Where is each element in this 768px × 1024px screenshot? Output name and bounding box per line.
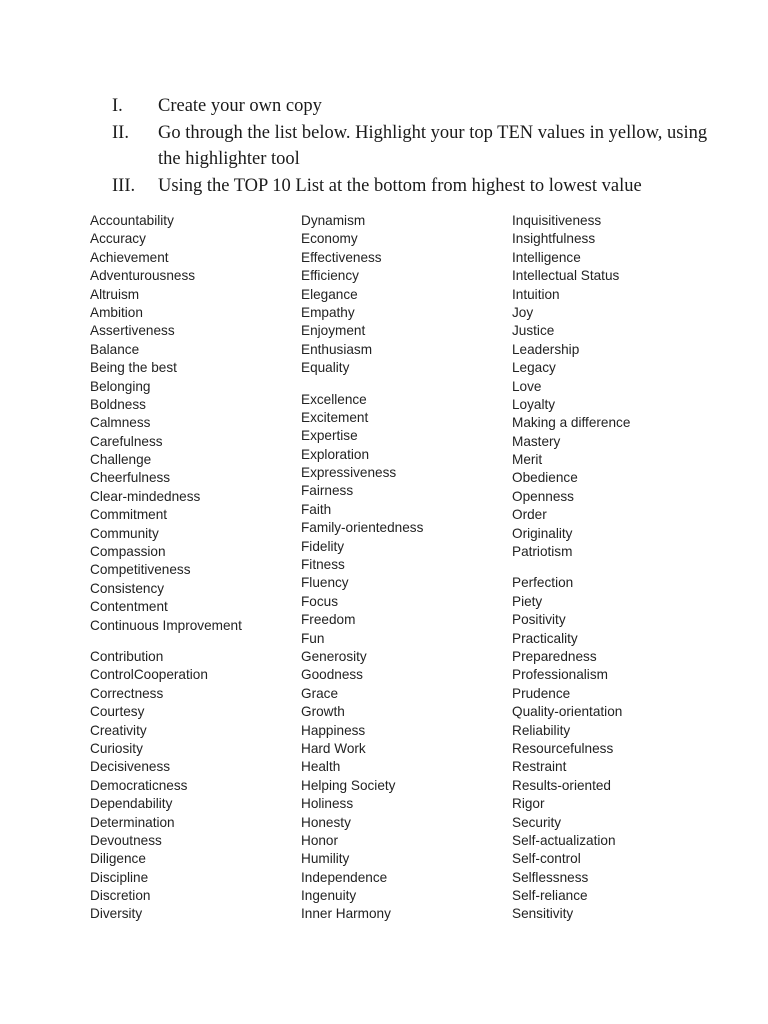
value-item[interactable]: Openness — [512, 488, 574, 504]
value-item[interactable]: Merit — [512, 452, 543, 468]
value-item[interactable]: Compassion — [90, 544, 166, 560]
value-item[interactable]: Discipline — [90, 869, 149, 885]
value-item[interactable]: Fitness — [301, 557, 345, 573]
value-item[interactable]: Consistency — [90, 580, 165, 596]
value-item[interactable]: Ambition — [90, 304, 143, 320]
instruction-item — [112, 173, 732, 200]
value-item[interactable]: Balance — [90, 341, 140, 357]
value-item[interactable]: Security — [512, 814, 562, 830]
value-item[interactable]: Order — [512, 507, 547, 523]
value-item[interactable]: Intelligence — [512, 249, 581, 265]
value-item[interactable]: Fairness — [301, 483, 354, 499]
value-item[interactable]: Enjoyment — [301, 323, 366, 339]
instruction-text: Go through the list below. Highlight your top TEN values in yellow, using the highlighter tool — [158, 122, 708, 169]
value-item[interactable]: Perfection — [512, 575, 574, 591]
value-item[interactable]: Joy — [512, 304, 534, 320]
value-item[interactable]: Positivity — [512, 612, 566, 628]
value-item[interactable]: Elegance — [301, 286, 358, 302]
value-item[interactable]: Altruism — [90, 286, 140, 302]
instruction-text: Using the TOP 10 List at the bottom from highest to lowest value — [158, 175, 642, 196]
value-item[interactable]: Self-reliance — [512, 888, 588, 904]
value-item[interactable]: Accuracy — [90, 231, 146, 247]
value-item[interactable]: Love — [512, 378, 542, 394]
value-item[interactable]: Mastery — [512, 433, 561, 449]
value-item[interactable]: Generosity — [301, 648, 367, 664]
value-item[interactable]: Excellence — [301, 391, 367, 407]
value-item[interactable]: Calmness — [90, 415, 151, 431]
value-group — [301, 391, 506, 924]
value-item[interactable]: Freedom — [301, 612, 356, 628]
value-item[interactable]: Family-orientedness — [301, 520, 424, 536]
value-item[interactable]: Empathy — [301, 304, 355, 320]
instruction-item — [112, 120, 732, 173]
instruction-list — [112, 93, 732, 199]
value-group — [301, 212, 506, 378]
value-item[interactable]: Continuous Improvement — [90, 617, 242, 633]
value-item[interactable]: Faith — [301, 501, 332, 517]
value-item[interactable]: Efficiency — [301, 268, 359, 284]
instruction-number: II. — [112, 122, 129, 143]
value-item[interactable]: Reliability — [512, 722, 571, 738]
value-item[interactable]: Leadership — [512, 341, 580, 357]
value-item[interactable]: Being the best — [90, 360, 177, 376]
value-item[interactable]: Economy — [301, 231, 358, 247]
value-item[interactable]: Obedience — [512, 470, 578, 486]
value-item[interactable]: Correctness — [90, 685, 164, 701]
value-item[interactable]: Excitement — [301, 409, 369, 425]
value-item[interactable]: Challenge — [90, 452, 152, 468]
values-column-3 — [512, 212, 717, 924]
value-item[interactable]: Dependability — [90, 796, 173, 812]
value-item[interactable]: Loyalty — [512, 396, 556, 412]
value-item[interactable]: Fluency — [301, 575, 349, 591]
value-item[interactable]: Honesty — [301, 814, 351, 830]
value-item[interactable]: Belonging — [90, 378, 151, 394]
value-item[interactable]: Boldness — [90, 396, 146, 412]
value-item[interactable]: Hard Work — [301, 740, 366, 756]
value-item[interactable]: Expressiveness — [301, 465, 397, 481]
value-item[interactable]: Restraint — [512, 759, 567, 775]
value-item[interactable]: Prudence — [512, 685, 571, 701]
value-item[interactable]: Adventurousness — [90, 268, 196, 284]
value-item[interactable]: Effectiveness — [301, 249, 382, 265]
value-item[interactable]: Independence — [301, 869, 388, 885]
value-item[interactable]: Discretion — [90, 888, 151, 904]
value-item[interactable]: Dynamism — [301, 213, 366, 228]
value-item[interactable]: Insightfulness — [512, 231, 596, 247]
value-item[interactable]: Assertiveness — [90, 323, 175, 339]
value-item[interactable]: Fidelity — [301, 538, 345, 554]
value-item[interactable]: Practicality — [512, 630, 578, 646]
value-item[interactable]: Exploration — [301, 446, 370, 462]
value-item[interactable]: Community — [90, 525, 159, 541]
value-item[interactable]: Accountability — [90, 213, 174, 228]
value-group — [90, 648, 295, 924]
value-item[interactable]: Creativity — [90, 722, 147, 738]
value-item[interactable]: Contribution — [90, 648, 164, 664]
values-column-2 — [301, 212, 506, 924]
value-item[interactable]: Growth — [301, 704, 345, 720]
value-item[interactable]: Diligence — [90, 851, 146, 867]
value-item[interactable]: Making a difference — [512, 415, 631, 431]
value-item[interactable]: Curiosity — [90, 740, 143, 756]
value-item[interactable]: Ingenuity — [301, 888, 357, 904]
value-item[interactable]: Enthusiasm — [301, 341, 373, 357]
value-item[interactable]: Rigor — [512, 796, 545, 812]
value-item[interactable]: Focus — [301, 593, 339, 609]
value-item[interactable]: Contentment — [90, 599, 168, 615]
value-item[interactable]: Justice — [512, 323, 555, 339]
value-item[interactable]: Sensitivity — [512, 906, 574, 922]
value-item[interactable]: Competitiveness — [90, 562, 191, 578]
value-item[interactable]: Originality — [512, 525, 573, 541]
value-item[interactable]: Holiness — [301, 796, 354, 812]
value-item[interactable]: Courtesy — [90, 704, 145, 720]
value-item[interactable]: Quality-orientation — [512, 704, 623, 720]
value-item[interactable]: Results-oriented — [512, 777, 611, 793]
value-item[interactable]: Self-control — [512, 851, 581, 867]
value-item[interactable]: Achievement — [90, 249, 169, 265]
value-item[interactable]: Clear-mindedness — [90, 488, 201, 504]
value-item[interactable]: Intuition — [512, 286, 560, 302]
value-item[interactable]: Devoutness — [90, 832, 162, 848]
instruction-text: Create your own copy — [158, 96, 322, 116]
instruction-number: III. — [112, 175, 136, 196]
value-item[interactable]: Expertise — [301, 428, 358, 444]
value-group — [512, 212, 717, 561]
value-group — [90, 212, 295, 635]
value-item[interactable]: Helping Society — [301, 777, 396, 793]
value-item[interactable]: Cheerfulness — [90, 470, 171, 486]
value-item[interactable]: Carefulness — [90, 433, 163, 449]
instruction-item — [112, 93, 732, 120]
value-item[interactable]: Decisiveness — [90, 759, 171, 775]
value-item[interactable]: Selflessness — [512, 869, 589, 885]
value-item[interactable]: Fun — [301, 630, 325, 646]
value-item[interactable]: ControlCooperation — [90, 667, 208, 683]
value-item[interactable]: Legacy — [512, 360, 556, 376]
instruction-number: I. — [112, 96, 123, 116]
value-item[interactable]: Patriotism — [512, 544, 573, 560]
value-item[interactable]: Resourcefulness — [512, 740, 614, 756]
value-item[interactable]: Democraticness — [90, 777, 188, 793]
value-item[interactable]: Happiness — [301, 722, 366, 738]
value-item[interactable]: Honor — [301, 832, 339, 848]
value-item[interactable]: Equality — [301, 360, 350, 376]
value-item[interactable]: Intellectual Status — [512, 268, 620, 284]
value-item[interactable]: Determination — [90, 814, 175, 830]
value-item[interactable]: Inquisitiveness — [512, 213, 602, 228]
value-item[interactable]: Health — [301, 759, 341, 775]
value-item[interactable]: Commitment — [90, 507, 168, 523]
value-item[interactable]: Piety — [512, 593, 543, 609]
value-item[interactable]: Preparedness — [512, 648, 597, 664]
value-item[interactable]: Diversity — [90, 906, 143, 922]
value-item[interactable]: Professionalism — [512, 667, 608, 683]
value-item[interactable]: Self-actualization — [512, 832, 616, 848]
value-item[interactable]: Inner Harmony — [301, 906, 391, 922]
value-item[interactable]: Grace — [301, 685, 339, 701]
values-column-1 — [90, 212, 295, 924]
value-group — [512, 574, 717, 923]
value-item[interactable]: Goodness — [301, 667, 363, 683]
value-item[interactable]: Humility — [301, 851, 350, 867]
